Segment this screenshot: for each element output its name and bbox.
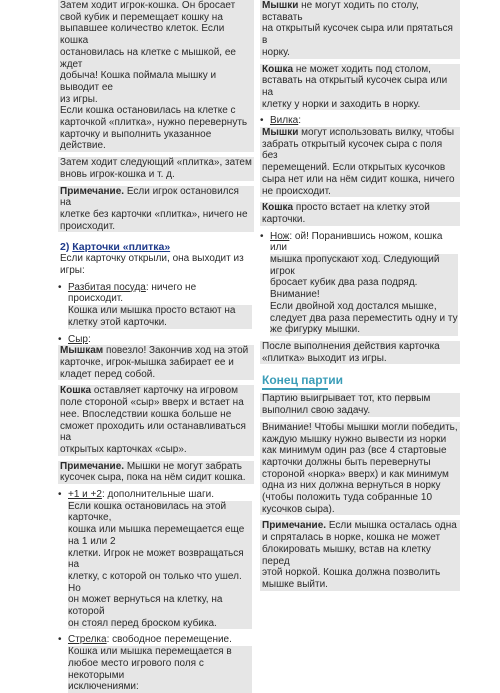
text-line: нее. Впоследствии кошка больше не	[60, 408, 232, 420]
text-line: не происходит.	[262, 185, 331, 197]
bullet-icon: •	[58, 281, 62, 293]
paragraph-cat-turn	[58, 0, 254, 152]
text-line: происходит.	[60, 220, 116, 232]
text-line: вставать на открытый кусочек сыра или на	[262, 75, 448, 98]
text-line: кладет перед собой.	[60, 368, 156, 380]
text-span: : ничего не происходит.	[68, 281, 197, 305]
item-term: Нож	[270, 230, 290, 242]
paragraph-winner	[260, 393, 460, 416]
text-line: карточки должны быть перевернуты	[262, 456, 431, 468]
note-no-tile	[58, 186, 254, 233]
text-line: Внимание! Чтобы мышки могли победить,	[262, 421, 458, 433]
subheading-text: Карточки «плитка»	[72, 241, 171, 254]
text-line: стороной «норка» вверх) и как минимум	[262, 468, 449, 480]
section-underline	[262, 388, 328, 390]
text-line: он стоял перед броском кубика.	[68, 618, 252, 630]
text-span: просто встает на клетку этой карточки.	[262, 202, 430, 225]
text-line: клетку у норки и заходить в норку.	[262, 98, 421, 110]
text-span: оставляет карточку на игровом	[91, 385, 239, 397]
text-line: добыча! Кошка поймала мышку и выводит ее	[60, 70, 217, 93]
text-line: на открытый кусочек сыра или прятаться в	[262, 23, 453, 47]
text-line	[262, 202, 458, 225]
note-label: Примечание.	[262, 520, 327, 532]
text-line: этой норкой. Кошка должна позволить	[262, 567, 441, 579]
text-span: :	[87, 333, 91, 345]
list-item-arrow	[58, 634, 254, 693]
text-line: Партию выигрывает тот, кто первым	[262, 393, 431, 405]
list-item-extra-steps	[58, 489, 254, 629]
text-line: перемещений. Если открытых кусочков	[262, 162, 446, 174]
text-line: выпавшее количество клеток. Если кошка	[60, 23, 225, 47]
text-span: :	[298, 115, 302, 127]
note-label: Примечание.	[60, 185, 125, 197]
text-line: выполнил свою задачу.	[262, 405, 371, 417]
text-line: забрать открытый кусочек сыра с поля без	[262, 138, 443, 162]
bullet-icon: •	[260, 115, 264, 127]
text-line	[60, 345, 252, 357]
text-line: любое место игрового поля с некоторыми	[68, 658, 252, 681]
bullet-icon: •	[58, 333, 62, 345]
text-span: : ой! Поранившись ножом, кошка или	[270, 230, 443, 254]
bullet-icon: •	[58, 489, 62, 501]
text-line: карточкой «плитка», нужно перевернуть	[60, 117, 248, 129]
left-column	[58, 0, 254, 693]
item-term: Сыр	[68, 333, 88, 345]
note-last-mouse	[260, 520, 460, 590]
paragraph-mice-cheese	[58, 345, 254, 380]
text-span: не может ходить под столом,	[293, 63, 431, 75]
text-line: клетке без карточки «плитка», ничего не	[60, 208, 248, 220]
paragraph-cat-cheese	[58, 385, 254, 455]
text-line: кусочек сыра, пока на нём сидит кошка.	[60, 472, 246, 484]
list-item-broken-dishes	[58, 282, 254, 329]
text-line: Если кошка остановилась на клетке с	[60, 105, 236, 117]
paragraph-tile-intro	[58, 253, 254, 276]
text-line: вновь игрок-кошка и т. д.	[60, 168, 175, 180]
text-line: сыра нет или на нём сидит кошка, ничего	[262, 173, 455, 185]
text-line: Затем ходит игрок-кошка. Он бросает	[60, 0, 236, 11]
text-line: каждую мышку нужно вывести из норки	[262, 433, 447, 445]
bold-lead: Кошка	[262, 63, 294, 75]
paragraph-cat-fork	[260, 202, 460, 225]
right-column	[260, 0, 460, 591]
note-label: Примечание.	[60, 460, 125, 472]
text-line: карточке, игрок-мышка забирает ее и	[60, 356, 234, 368]
text-line	[68, 282, 252, 305]
text-span: Мышки не могут забрать	[124, 460, 242, 472]
paragraph-mice-win-condition	[260, 422, 460, 516]
text-line: После выполнения действия карточка	[262, 340, 440, 352]
text-line: Если кошка остановилась на этой карточке,	[68, 501, 252, 524]
text-line	[270, 115, 458, 127]
paragraph-after-action	[260, 341, 460, 364]
text-span: : дополнительные шаги.	[101, 489, 214, 501]
list-item-knife	[260, 231, 460, 336]
text-line: кошка или мышка перемещается еще на 1 или 2	[68, 524, 252, 547]
section-title-end-of-game: Конец партии	[262, 373, 344, 388]
text-line: исключениями:	[68, 681, 252, 693]
text-line: и спряталась в норке, кошка не может	[262, 532, 441, 544]
text-line: кусочков сыра).	[262, 503, 335, 515]
text-span: Если мышка осталась одна	[326, 520, 457, 532]
bold-lead: Мышки	[262, 127, 299, 139]
text-span: Если игрок остановился на	[60, 185, 239, 209]
bold-lead: Мышки	[262, 0, 299, 11]
list-item-cheese	[58, 334, 254, 346]
paragraph-cat-restrictions	[260, 64, 460, 111]
text-span: : свободное перемещение.	[106, 634, 232, 646]
item-term: Разбитая посуда	[68, 281, 146, 293]
text-line: из игры.	[60, 93, 98, 105]
text-line: «плитка» выходит из игры.	[262, 352, 387, 364]
note-cheese-cat	[58, 461, 254, 484]
text-line	[262, 0, 458, 23]
text-span: не могут ходить по столу, вставать	[262, 0, 419, 23]
item-term: +1 и +2	[68, 489, 102, 501]
text-line: открытых карточках «сыр».	[60, 443, 187, 455]
bullet-icon: •	[58, 634, 62, 646]
text-line	[60, 385, 252, 397]
bold-lead: Мышкам	[60, 345, 104, 357]
text-line: же фигурку мышки.	[270, 324, 458, 336]
text-line: норку.	[262, 46, 290, 58]
bold-lead: Кошка	[60, 385, 92, 397]
text-line	[270, 231, 458, 254]
paragraph-mice-restrictions	[260, 0, 460, 59]
text-line: бросает кубик два раза подряд. Внимание!	[270, 277, 458, 300]
text-line: мышке выйти.	[262, 578, 328, 590]
text-line: клетки. Игрок не может возвращаться на	[68, 548, 252, 571]
text-line	[262, 520, 458, 532]
text-line	[68, 634, 252, 646]
text-line	[68, 334, 252, 346]
text-line	[68, 489, 252, 501]
text-line: Если двойной ход достался мышке,	[270, 301, 458, 313]
subheading-tile-cards	[58, 241, 254, 253]
text-line: (чтобы положить туда собранные 10	[262, 492, 433, 504]
text-line: остановилась на клетке с мышкой, ее ждет	[60, 46, 236, 70]
bold-lead: Кошка	[262, 202, 294, 214]
text-span: могут использовать вилку, чтобы	[298, 127, 455, 139]
text-line	[262, 127, 458, 139]
text-line: Кошка или мышка перемещается в	[68, 646, 252, 658]
text-line	[262, 64, 458, 76]
text-line: Кошка или мышка просто встают на	[68, 305, 252, 317]
text-span: повезло! Закончив ход на этой	[103, 345, 249, 357]
item-term: Стрелка	[68, 634, 107, 646]
text-line: сможет проходить или останавливаться на	[60, 420, 246, 444]
text-line: как минимум один раз (все 4 стартовые	[262, 445, 447, 457]
text-line: мышка пропускают ход. Следующий игрок	[270, 254, 458, 277]
text-line: клетку, с которой он только что ушел. Но	[68, 571, 252, 594]
text-line: свой кубик и перемещает кошку на	[60, 11, 223, 23]
text-line: Если карточку открыли, она выходит из	[60, 253, 244, 265]
text-line: Затем ходит следующий «плитка», затем	[60, 157, 252, 169]
text-line: блокировать мышку, встав на клетку перед	[262, 543, 431, 567]
text-line: одна из них должна вернуться в норку	[262, 480, 441, 492]
text-line: игры:	[60, 265, 85, 277]
text-line: клетку этой карточки.	[68, 317, 252, 329]
text-line: он может вернуться на клетку, на которой	[68, 594, 252, 617]
text-line	[60, 186, 252, 209]
text-line: следует два раза переместить одну и ту	[270, 312, 458, 324]
bullet-icon: •	[260, 230, 264, 242]
list-item-fork	[260, 115, 460, 127]
paragraph-mice-fork	[260, 127, 460, 197]
item-term: Вилка	[270, 115, 299, 127]
text-line: карточку и выполнить указанное действие.	[60, 128, 212, 152]
text-line: поле стороной «сыр» вверх и встает на	[60, 397, 244, 409]
subheading-number: 2)	[60, 241, 70, 254]
text-line	[60, 461, 252, 473]
paragraph-next-turn	[58, 157, 254, 180]
